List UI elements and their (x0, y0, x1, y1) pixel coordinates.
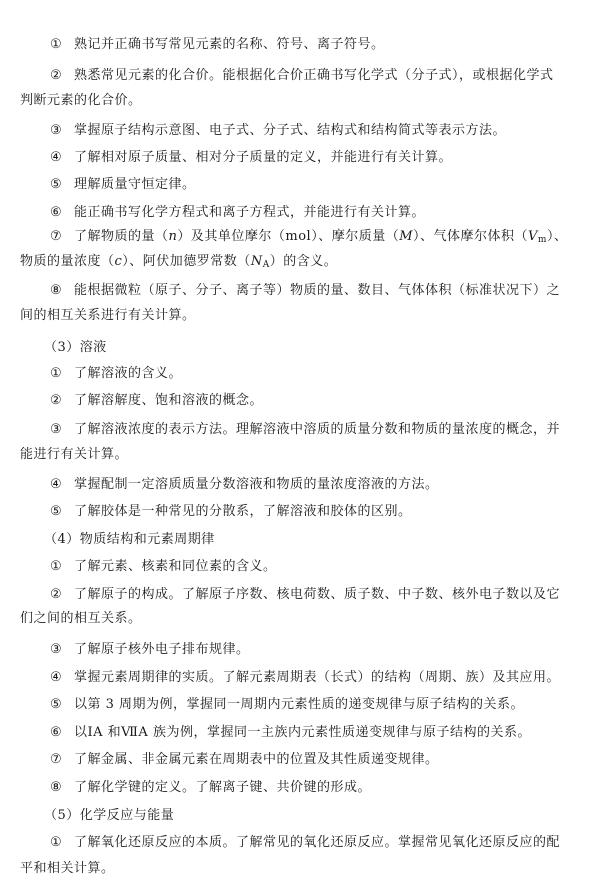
list-item (50, 750, 600, 770)
symbol-c: c (114, 254, 123, 269)
list-item-continuation: 间的相互关系进行有关计算。 (20, 308, 196, 323)
item-text: 了解物质的量（ (74, 229, 169, 244)
item-text: 了解相对原子质量、相对分子质量的定义，并能进行有关计算。 (74, 150, 453, 165)
item-text: ）的含义。 (269, 254, 338, 269)
list-item-continuation: 判断元素的化合价。 (20, 93, 142, 108)
item-text: 能根据微粒（原子、分子、离子等）物质的量、数目、气体体积（标准状况下）之 (74, 283, 561, 298)
item-text: 能正确书写化学方程式和离子方程式，并能进行有关计算。 (74, 205, 426, 220)
item-number: ① (50, 835, 63, 850)
item-number: ① (50, 37, 63, 52)
list-item (50, 723, 600, 743)
symbol-subscript: m (537, 235, 547, 245)
item-text: 了解元素、核素和同位素的含义。 (74, 559, 277, 574)
item-number: ⑧ (50, 780, 63, 795)
list-item (50, 227, 600, 247)
item-number: ⑤ (50, 504, 63, 519)
list-item (50, 391, 600, 411)
item-text: ）、气体摩尔体积（ (413, 229, 529, 244)
item-number: ⑤ (50, 697, 63, 712)
item-number: ④ (50, 477, 63, 492)
list-item (50, 668, 600, 688)
list-item (50, 203, 600, 223)
symbol-M: M (399, 229, 414, 244)
item-number: ⑧ (50, 283, 63, 298)
item-text: 了解金属、非金属元素在周期表中的位置及其性质递变规律。 (74, 752, 439, 767)
item-text: ）及其单位摩尔（mol）、摩尔质量（ (177, 229, 400, 244)
list-item (50, 695, 600, 715)
item-number: ② (50, 68, 63, 83)
symbol-V: V (528, 229, 538, 244)
list-item (50, 35, 600, 55)
list-item (50, 640, 600, 660)
item-text: 了解原子的构成。了解原子序数、核电荷数、质子数、中子数、核外电子数以及它 (74, 587, 561, 602)
list-item (50, 585, 600, 605)
section-heading: （5）化学反应与能量 (44, 808, 175, 823)
symbol-n: n (168, 229, 178, 244)
item-text: 掌握配制一定溶质质量分数溶液和物质的量浓度溶液的方法。 (74, 477, 439, 492)
item-text: 了解胶体是一种常见的分散系，了解溶液和胶体的区别。 (74, 504, 412, 519)
list-item (50, 281, 600, 301)
item-number: ⑦ (50, 229, 63, 244)
item-number: ⑥ (50, 205, 63, 220)
item-text: 了解氧化还原反应的本质。了解常见的氧化还原反应。掌握常见氧化还原反应的配 (74, 835, 561, 850)
item-text: 物质的量浓度（ (20, 254, 115, 269)
item-number: ⑥ (50, 725, 63, 740)
item-text: 以ⅠA 和ⅦA 族为例，掌握同一主族内元素性质递变规律与原子结构的关系。 (74, 725, 531, 740)
list-item (50, 502, 600, 522)
item-number: ④ (50, 150, 63, 165)
item-text: 熟悉常见元素的化合价。能根据化合价正确书写化学式（分子式），或根据化学式 (74, 68, 554, 83)
list-item (50, 778, 600, 798)
list-item (50, 121, 600, 141)
list-item-continuation: 平和相关计算。 (20, 861, 115, 876)
list-item (50, 66, 600, 86)
item-text: 理解质量守恒定律。 (74, 177, 196, 192)
list-item (50, 557, 600, 577)
list-item (50, 420, 600, 440)
item-text: 以第 3 周期为例，掌握同一周期内元素性质的递变规律与原子结构的关系。 (74, 697, 525, 712)
item-text: 了解溶液浓度的表示方法。理解溶液中溶质的质量分数和物质的量浓度的概念，并 (74, 422, 561, 437)
item-text: 掌握原子结构示意图、电子式、分子式、结构式和结构简式等表示方法。 (74, 123, 507, 138)
item-text: 了解原子核外电子排布规律。 (74, 642, 250, 657)
item-number: ② (50, 587, 63, 602)
list-item (50, 833, 600, 853)
item-number: ③ (50, 422, 63, 437)
section-heading: （4）物质结构和元素周期律 (44, 532, 215, 547)
list-item (50, 148, 600, 168)
item-number: ③ (50, 642, 63, 657)
list-item-continuation (20, 252, 600, 272)
item-number: ④ (50, 670, 63, 685)
item-number: ③ (50, 123, 63, 138)
item-text: ）、阿伏加德罗常数（ (122, 254, 251, 269)
item-text: 掌握元素周期律的实质。了解元素周期表（长式）的结构（周期、族）及其应用。 (74, 670, 561, 685)
item-text: 了解溶解度、饱和溶液的概念。 (74, 393, 264, 408)
item-text: 了解溶液的含义。 (74, 366, 183, 381)
symbol-N: N (250, 254, 263, 269)
item-text: 了解化学键的定义。了解离子键、共价键的形成。 (74, 780, 372, 795)
item-number: ① (50, 559, 63, 574)
item-number: ① (50, 366, 63, 381)
list-item-continuation: 能进行有关计算。 (20, 447, 129, 462)
section-heading: （3）溶液 (44, 340, 107, 355)
item-text: 熟记并正确书写常见元素的名称、符号、离子符号。 (74, 37, 385, 52)
item-text: ）、 (546, 229, 568, 244)
list-item (50, 364, 600, 384)
list-item (50, 175, 600, 195)
item-number: ⑦ (50, 752, 63, 767)
item-number: ⑤ (50, 177, 63, 192)
symbol-subscript: A (262, 260, 270, 270)
item-number: ② (50, 393, 63, 408)
list-item-continuation: 们之间的相互关系。 (20, 611, 142, 626)
list-item (50, 475, 600, 495)
